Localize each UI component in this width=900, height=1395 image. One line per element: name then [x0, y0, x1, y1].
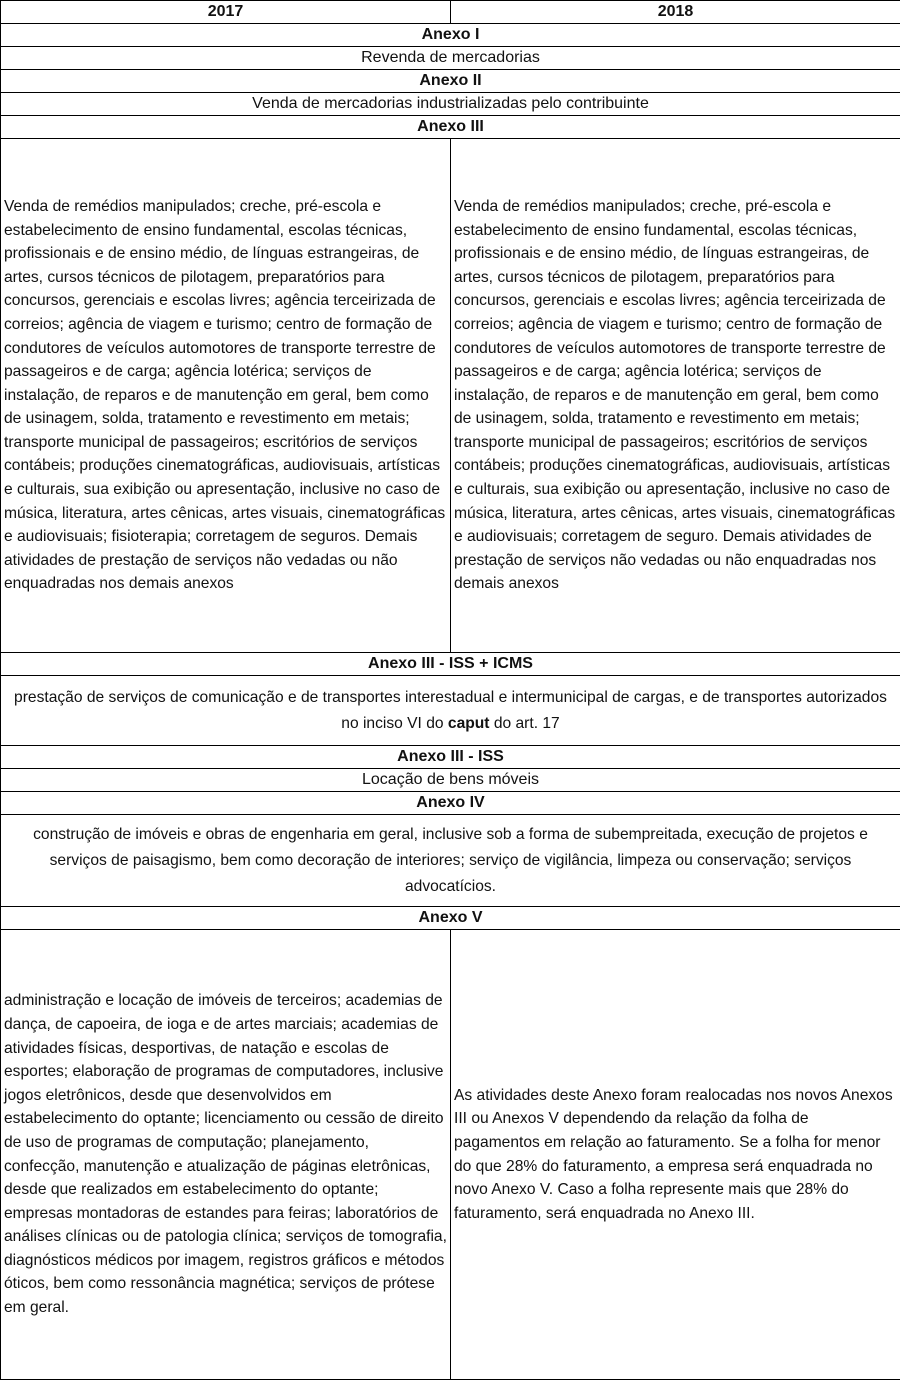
anexo-ii-text: Venda de mercadorias industrializadas pelo contribuinte: [1, 93, 900, 116]
anexo-i-text-row: [1, 47, 900, 70]
anexo-i-text: Revenda de mercadorias: [1, 47, 900, 70]
anexo-iii-iss-title: Anexo III - ISS: [1, 746, 900, 769]
anexo-iii-text-2018: Venda de remédios manipulados; creche, pré-escola e estabelecimento de ensino fundamental, escolas técnicas, profissionais e de ensino médio, de línguas estrangeiras, de artes, cursos técnicos de pilotagem, preparatórios para concursos, gerenciais e escolas livres; agência terceirizada de correios; agência de viagem e turismo; centro de formação de condutores de veículos automotores de transporte terrestre de passageiros e de carga; agência lotérica; serviços de instalação, de reparos e de manutenção em geral, bem como de usinagem, solda, tratamento e revestimento em metais; transporte municipal de passageiros; escritórios de serviços contábeis; produções cinematográficas, audiovisuais, artísticas e culturais, sua exibição ou apresentação, inclusive no caso de música, literatura, artes cênicas, artes visuais, cinematográficas e audiovisuais; corretagem de seguro. Demais atividades de prestação de serviços não vedadas ou não enquadradas nos demais anexos: [451, 139, 900, 653]
anexo-iii-iss-icms-text-row: [1, 676, 900, 746]
anexo-iii-text-row: [1, 139, 900, 653]
anexo-iii-iss-text-row: [1, 769, 900, 792]
header-2018: 2018: [451, 1, 900, 24]
anexo-iv-title: Anexo IV: [1, 792, 900, 815]
anexo-iii-iss-text: Locação de bens móveis: [1, 769, 900, 792]
anexo-iii-iss-icms-text-after: do art. 17: [489, 714, 560, 732]
anexo-iii-iss-icms-title: Anexo III - ISS + ICMS: [1, 653, 900, 676]
anexo-iv-title-row: [1, 792, 900, 815]
anexo-v-text-2018: As atividades deste Anexo foram realocadas nos novos Anexos III ou Anexos V dependendo da relação da folha de pagamentos em relação ao faturamento. Se a folha for menor do que 28% do faturamento, a empresa será enquadrada no novo Anexo V. Caso a folha represente mais que 28% do faturamento, será enquadrada no Anexo III.: [451, 930, 900, 1380]
anexo-iii-iss-icms-title-row: [1, 653, 900, 676]
anexo-v-title-row: [1, 907, 900, 930]
anexo-ii-title: Anexo II: [1, 70, 900, 93]
anexo-iii-iss-icms-text-before: prestação de serviços de comunicação e de transportes interestadual e intermunicipal de cargas, e de transportes autorizados no inciso VI do: [14, 688, 887, 732]
anexo-ii-text-row: [1, 93, 900, 116]
header-row: [1, 1, 900, 24]
anexo-iv-text-row: [1, 815, 900, 907]
anexo-i-title: Anexo I: [1, 24, 900, 47]
anexo-iii-iss-icms-text-bold: caput: [447, 714, 490, 732]
anexo-v-text-2017: administração e locação de imóveis de terceiros; academias de dança, de capoeira, de ioga e de artes marciais; academias de atividades físicas, desportivas, de natação e escolas de esportes; elaboração de programas de computadores, inclusive jogos eletrônicos, desde que desenvolvidos em estabelecimento do optante; licenciamento ou cessão de direito de uso de programas de computação; planejamento, confecção, manutenção e atualização de páginas eletrônicas, desde que realizados em estabelecimento do optante; empresas montadoras de estandes para feiras; laboratórios de análises clínicas ou de patologia clínica; serviços de tomografia, diagnósticos médicos por imagem, registros gráficos e métodos óticos, bem como ressonância magnética; serviços de prótese em geral.: [1, 930, 451, 1380]
anexo-v-text-row: [1, 930, 900, 1380]
anexo-iii-text-2017: Venda de remédios manipulados; creche, pré-escola e estabelecimento de ensino fundamental, escolas técnicas, profissionais e de ensino médio, de línguas estrangeiras, de artes, cursos técnicos de pilotagem, preparatórios para concursos, gerenciais e escolas livres; agência terceirizada de correios; agência de viagem e turismo; centro de formação de condutores de veículos automotores de transporte terrestre de passageiros e de carga; agência lotérica; serviços de instalação, de reparos e de manutenção em geral, bem como de usinagem, solda, tratamento e revestimento em metais; transporte municipal de passageiros; escritórios de serviços contábeis; produções cinematográficas, audiovisuais, artísticas e culturais, sua exibição ou apresentação, inclusive no caso de música, literatura, artes cênicas, artes visuais, cinematográficas e audiovisuais; fisioterapia; corretagem de seguros. Demais atividades de prestação de serviços não vedadas ou não enquadradas nos demais anexos: [1, 139, 451, 653]
header-2017: 2017: [1, 1, 451, 24]
anexo-iii-iss-title-row: [1, 746, 900, 769]
anexo-iii-title: Anexo III: [1, 116, 900, 139]
anexo-i-title-row: [1, 24, 900, 47]
anexo-iii-title-row: [1, 116, 900, 139]
anexo-iii-iss-icms-text: [1, 676, 900, 746]
anexo-v-title: Anexo V: [1, 907, 900, 930]
anexo-iv-text: construção de imóveis e obras de engenharia em geral, inclusive sob a forma de subempreitada, execução de projetos e serviços de paisagismo, bem como decoração de interiores; serviço de vigilância, limpeza ou conservação; serviços advocatícios.: [1, 815, 900, 907]
anexo-ii-title-row: [1, 70, 900, 93]
